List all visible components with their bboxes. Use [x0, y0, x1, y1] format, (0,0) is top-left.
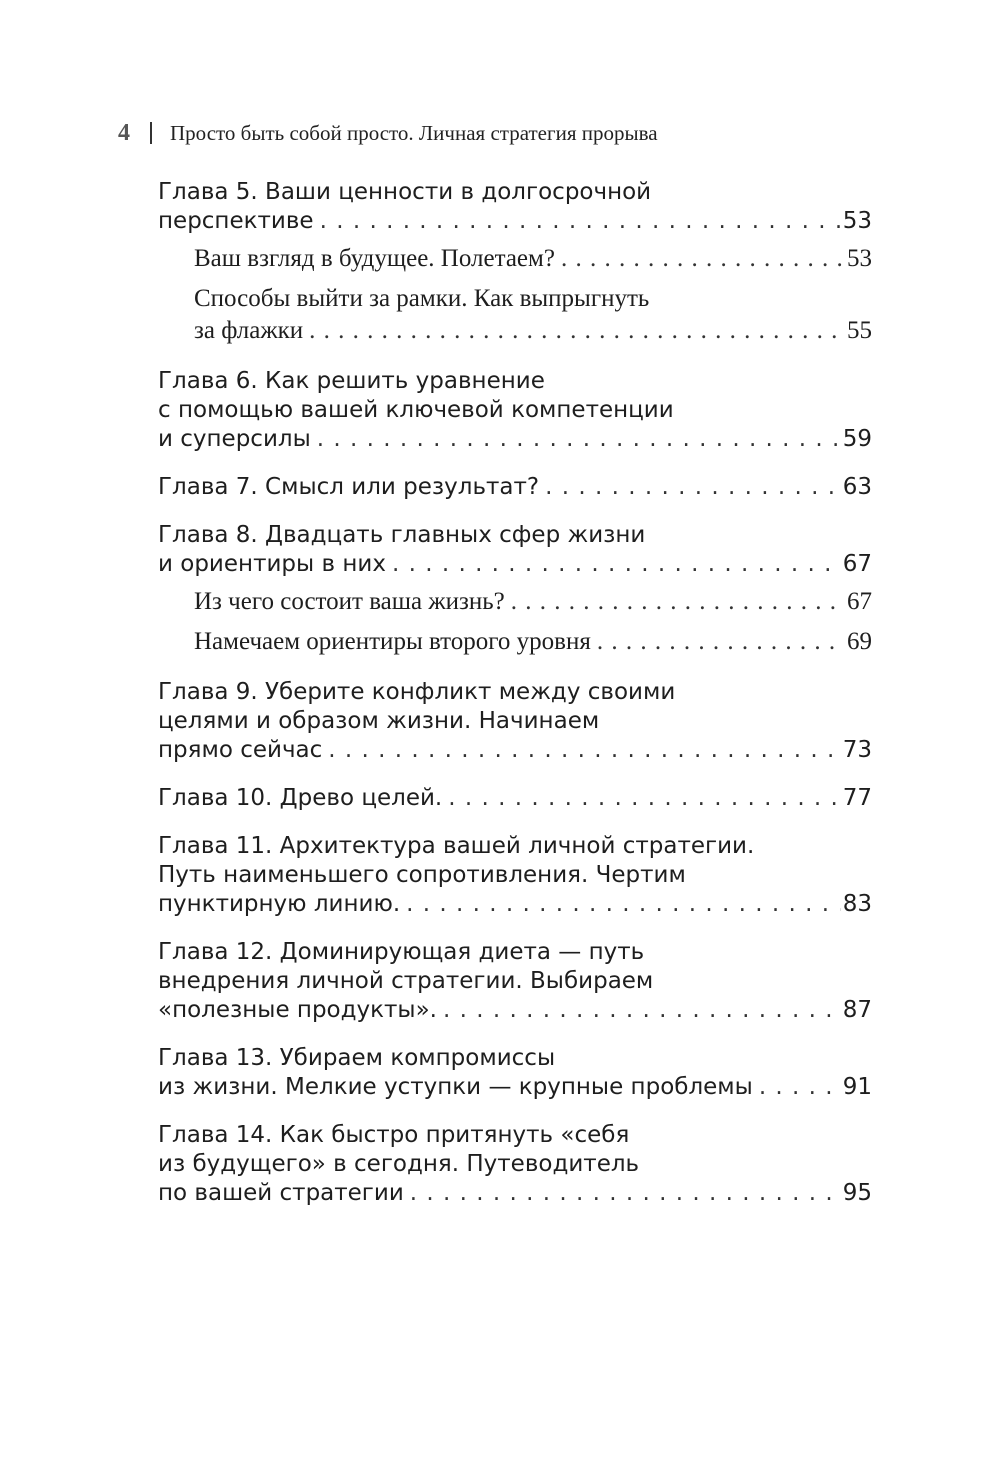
toc-chapter-entry[interactable] — [158, 832, 872, 918]
chapter-title: и ориентиры в них — [158, 551, 386, 577]
toc-chapter-line — [158, 521, 872, 550]
chapter-title: пунктирную линию. — [158, 891, 401, 917]
page-reference: 69 — [847, 628, 872, 655]
chapter-title: и суперсилы — [158, 426, 311, 452]
page-reference: 55 — [847, 317, 872, 344]
toc-subsection-line — [194, 243, 872, 275]
dot-leader — [311, 425, 841, 453]
page-reference: 63 — [842, 474, 872, 500]
chapter-title: из жизни. Мелкие уступки — крупные проблемы — [158, 1074, 753, 1100]
dot-leader — [505, 586, 845, 618]
subsection-title: Из чего состоит ваша жизнь? — [194, 588, 505, 615]
toc-chapter-entry[interactable] — [158, 1121, 872, 1207]
chapter-title: Глава 7. Смысл или результат? — [158, 474, 540, 500]
toc-chapter-entry[interactable] — [158, 784, 872, 812]
dot-leader — [591, 626, 845, 658]
toc-chapter-entry[interactable] — [158, 367, 872, 453]
page-reference: 87 — [842, 997, 872, 1023]
toc-chapter-entry[interactable] — [158, 1044, 872, 1101]
chapter-title: Глава 14. Как быстро притянуть «себя — [158, 1122, 630, 1148]
chapter-title: прямо сейчас — [158, 737, 323, 763]
dot-leader — [753, 1073, 841, 1101]
subsection-title: Ваш взгляд в будущее. Полетаем? — [194, 245, 555, 272]
chapter-title: Глава 6. Как решить уравнение — [158, 368, 545, 394]
chapter-title: Глава 13. Убираем компромиссы — [158, 1045, 556, 1071]
page-reference: 73 — [842, 737, 872, 763]
page-reference: 95 — [842, 1180, 872, 1206]
chapter-title: Глава 8. Двадцать главных сфер жизни — [158, 522, 646, 548]
toc-subsection-entry[interactable] — [194, 283, 872, 347]
toc-subsection-line — [194, 315, 872, 347]
toc-chapter-line — [158, 861, 872, 890]
dot-leader — [303, 315, 845, 347]
dot-leader — [386, 550, 841, 578]
table-of-contents — [158, 178, 872, 1227]
dot-leader — [442, 784, 840, 812]
toc-subsection-entry[interactable] — [194, 586, 872, 618]
page-reference: 59 — [842, 426, 872, 452]
toc-chapter-line — [158, 207, 872, 235]
page-reference: 67 — [847, 588, 872, 615]
dot-leader — [555, 243, 845, 275]
chapter-title: с помощью вашей ключевой компетенции — [158, 397, 674, 423]
toc-chapter-line — [158, 938, 872, 967]
page-reference: 67 — [842, 551, 872, 577]
toc-chapter-line — [158, 396, 872, 425]
toc-chapter-line — [158, 1044, 872, 1073]
toc-chapter-line — [158, 890, 872, 918]
chapter-title: Глава 5. Ваши ценности в долгосрочной — [158, 179, 652, 205]
toc-chapter-line — [158, 425, 872, 453]
chapter-title: «полезные продукты». — [158, 997, 437, 1023]
page-reference: 53 — [847, 245, 872, 272]
toc-chapter-line — [158, 784, 872, 812]
header-separator — [150, 122, 152, 144]
toc-chapter-entry[interactable] — [158, 473, 872, 501]
toc-chapter-line — [158, 178, 872, 207]
toc-chapter-line — [158, 996, 872, 1024]
toc-chapter-entry[interactable] — [158, 678, 872, 764]
toc-chapter-line — [158, 1179, 872, 1207]
toc-subsection-line — [194, 626, 872, 658]
toc-chapter-line — [158, 1121, 872, 1150]
dot-leader — [314, 207, 841, 235]
chapter-title: Путь наименьшего сопротивления. Чертим — [158, 862, 686, 888]
toc-chapter-line — [158, 832, 872, 861]
toc-chapter-line — [158, 550, 872, 578]
toc-chapter-line — [158, 967, 872, 996]
toc-subsection-entry[interactable] — [194, 626, 872, 658]
chapter-title: целями и образом жизни. Начинаем — [158, 708, 600, 734]
subsection-title: Способы выйти за рамки. Как выпрыгнуть — [194, 285, 650, 312]
toc-chapter-line — [158, 1150, 872, 1179]
toc-chapter-line — [158, 736, 872, 764]
toc-chapter-line — [158, 367, 872, 396]
toc-subsection-line — [194, 586, 872, 618]
toc-chapter-entry[interactable] — [158, 521, 872, 658]
dot-leader — [404, 1179, 841, 1207]
chapter-title: внедрения личной стратегии. Выбираем — [158, 968, 654, 994]
chapter-title: по вашей стратегии — [158, 1180, 404, 1206]
chapter-title: Глава 9. Уберите конфликт между своими — [158, 679, 676, 705]
toc-subsection-entry[interactable] — [194, 243, 872, 275]
toc-chapter-entry[interactable] — [158, 178, 872, 347]
chapter-title: Глава 11. Архитектура вашей личной стратегии. — [158, 833, 755, 859]
toc-chapter-line — [158, 678, 872, 707]
chapter-title: Глава 12. Доминирующая диета — путь — [158, 939, 645, 965]
dot-leader — [322, 736, 840, 764]
page-reference: 91 — [842, 1074, 872, 1100]
dot-leader — [539, 473, 841, 501]
subsection-title: за флажки — [194, 317, 304, 344]
chapter-title: Глава 10. Древо целей. — [158, 785, 443, 811]
page-reference: 83 — [842, 891, 872, 917]
book-title: Просто быть собой просто. Личная стратегия прорыва — [170, 120, 658, 145]
subsection-title: Намечаем ориентиры второго уровня — [194, 628, 591, 655]
running-head — [118, 113, 658, 153]
toc-chapter-entry[interactable] — [158, 938, 872, 1024]
chapter-title: перспективе — [158, 208, 314, 234]
toc-subsection-line — [194, 283, 872, 315]
toc-chapter-line — [158, 473, 872, 501]
page-reference: 77 — [842, 785, 872, 811]
page-number: 4 — [118, 119, 130, 146]
toc-chapter-line — [158, 707, 872, 736]
dot-leader — [400, 890, 841, 918]
page-reference: 53 — [842, 208, 872, 234]
toc-chapter-line — [158, 1073, 872, 1101]
chapter-title: из будущего» в сегодня. Путеводитель — [158, 1151, 640, 1177]
dot-leader — [437, 996, 841, 1024]
